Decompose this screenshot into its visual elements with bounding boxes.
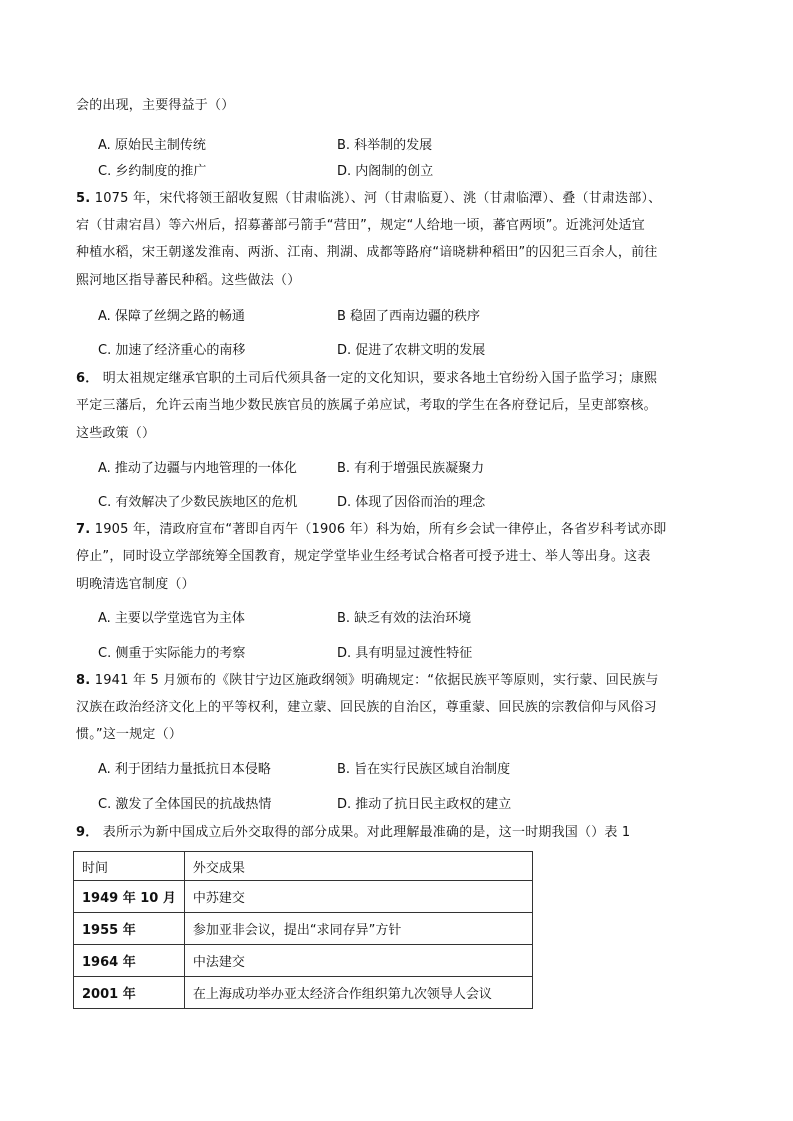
q7-option-d: D. 具有明显过渡性特征 bbox=[337, 646, 473, 661]
q7-option-c: C. 侧重于实际能力的考察 bbox=[98, 646, 246, 661]
q8-line-3: 惯。”这一规定（） bbox=[76, 727, 183, 742]
q9-line-1 bbox=[76, 824, 630, 842]
table-cell-time: 2001 年 bbox=[74, 977, 185, 1009]
q7-line-1 bbox=[76, 521, 667, 539]
table-header-achievement: 外交成果 bbox=[184, 852, 532, 881]
table-row bbox=[74, 913, 533, 945]
q5-option-a: A. 保障了丝绸之路的畅通 bbox=[98, 309, 245, 324]
q7-text-1: 1905 年，清政府宣布“著即自丙午（1906 年）科为始，所有乡会试一律停止，各省岁科考试亦即 bbox=[94, 522, 667, 537]
table-cell-time: 1955 年 bbox=[74, 913, 185, 945]
q4-option-a: A. 原始民主制传统 bbox=[98, 138, 206, 153]
q7-option-b: B. 缺乏有效的法治环境 bbox=[337, 611, 472, 626]
q6-text-1: 明太祖规定继承官职的土司后代须具备一定的文化知识，要求各地土官纷纷入国子监学习；康熙 bbox=[102, 371, 658, 386]
q9-text: 表所示为新中国成立后外交取得的部分成果。对此理解最准确的是，这一时期我国（）表 1 bbox=[102, 825, 631, 840]
q4-option-b: B. 科举制的发展 bbox=[337, 138, 433, 153]
q5-number: 5. bbox=[76, 191, 91, 206]
q5-line-4: 熙河地区指导蕃民种稻。这些做法（） bbox=[76, 273, 301, 288]
q8-option-b: B. 旨在实行民族区域自治制度 bbox=[337, 762, 511, 777]
q6-number: 6． bbox=[76, 371, 99, 386]
table-row bbox=[74, 945, 533, 977]
q8-line-2: 汉族在政治经济文化上的平等权利，建立蒙、回民族的自治区，尊重蒙、回民族的宗教信仰与风俗习 bbox=[76, 700, 657, 715]
table-cell-achievement: 中法建交 bbox=[184, 945, 532, 977]
table-cell-achievement: 中苏建交 bbox=[184, 881, 532, 913]
q8-text-1: 1941 年 5 月颁布的《陕甘宁边区施政纲领》明确规定：“依据民族平等原则，实行蒙、回民族与 bbox=[94, 673, 659, 688]
q7-line-2: 停止”，同时设立学部统筹全国教育，规定学堂毕业生经考试合格者可授予进士、举人等出身。这表 bbox=[76, 549, 651, 564]
q5-line-3: 种植水稻，宋王朝遂发淮南、两浙、江南、荆湖、成都等路府“谙晓耕种稻田”的囚犯三百余人，前往 bbox=[76, 245, 658, 260]
q8-line-1 bbox=[76, 672, 659, 690]
q5-option-c: C. 加速了经济重心的南移 bbox=[98, 343, 246, 358]
q6-option-c: C. 有效解决了少数民族地区的危机 bbox=[98, 495, 298, 510]
q5-text-1: 1075 年，宋代将领王韶收复熙（甘肃临洮）、河（甘肃临夏）、洮（甘肃临潭）、叠（甘肃迭部）、 bbox=[94, 191, 662, 206]
table-header-row bbox=[74, 852, 533, 881]
q5-line-1 bbox=[76, 190, 661, 208]
q6-option-d: D. 体现了因俗而治的理念 bbox=[337, 495, 486, 510]
q4-option-c: C. 乡约制度的推广 bbox=[98, 164, 207, 179]
q6-line-2: 平定三藩后，允许云南当地少数民族官员的族属子弟应试，考取的学生在各府登记后，呈吏部察核。 bbox=[76, 398, 657, 413]
q4-question-tail: 会的出现，主要得益于（） bbox=[76, 98, 235, 113]
table-cell-achievement: 参加亚非会议，提出“求同存异”方针 bbox=[184, 913, 532, 945]
q6-option-b: B. 有利于增强民族凝聚力 bbox=[337, 461, 485, 476]
q7-number: 7. bbox=[76, 522, 91, 537]
q9-number: 9． bbox=[76, 825, 99, 840]
table-cell-time: 1949 年 10 月 bbox=[74, 881, 185, 913]
diplomacy-table bbox=[73, 851, 533, 1009]
q6-line-3: 这些政策（） bbox=[76, 426, 156, 441]
q5-option-b: B 稳固了西南边疆的秩序 bbox=[337, 309, 481, 324]
q7-option-a: A. 主要以学堂选官为主体 bbox=[98, 611, 245, 626]
q7-line-3: 明晚清选官制度（） bbox=[76, 577, 195, 592]
table-cell-time: 1964 年 bbox=[74, 945, 185, 977]
table-header-time: 时间 bbox=[74, 852, 185, 881]
q6-option-a: A. 推动了边疆与内地管理的一体化 bbox=[98, 461, 297, 476]
q4-option-d: D. 内阁制的创立 bbox=[337, 164, 434, 179]
q8-option-a: A. 利于团结力量抵抗日本侵略 bbox=[98, 762, 271, 777]
table-row bbox=[74, 977, 533, 1009]
q6-line-1 bbox=[76, 370, 657, 388]
table-cell-achievement: 在上海成功举办亚太经济合作组织第九次领导人会议 bbox=[184, 977, 532, 1009]
q5-option-d: D. 促进了农耕文明的发展 bbox=[337, 343, 486, 358]
table-row bbox=[74, 881, 533, 913]
q5-line-2: 宕（甘肃宕昌）等六州后，招募蕃部弓箭手“营田”，规定“人给地一顷，蕃官两顷”。近洮河处适宜 bbox=[76, 218, 645, 233]
q8-option-c: C. 激发了全体国民的抗战热情 bbox=[98, 797, 272, 812]
q8-option-d: D. 推动了抗日民主政权的建立 bbox=[337, 797, 512, 812]
q8-number: 8. bbox=[76, 673, 91, 688]
